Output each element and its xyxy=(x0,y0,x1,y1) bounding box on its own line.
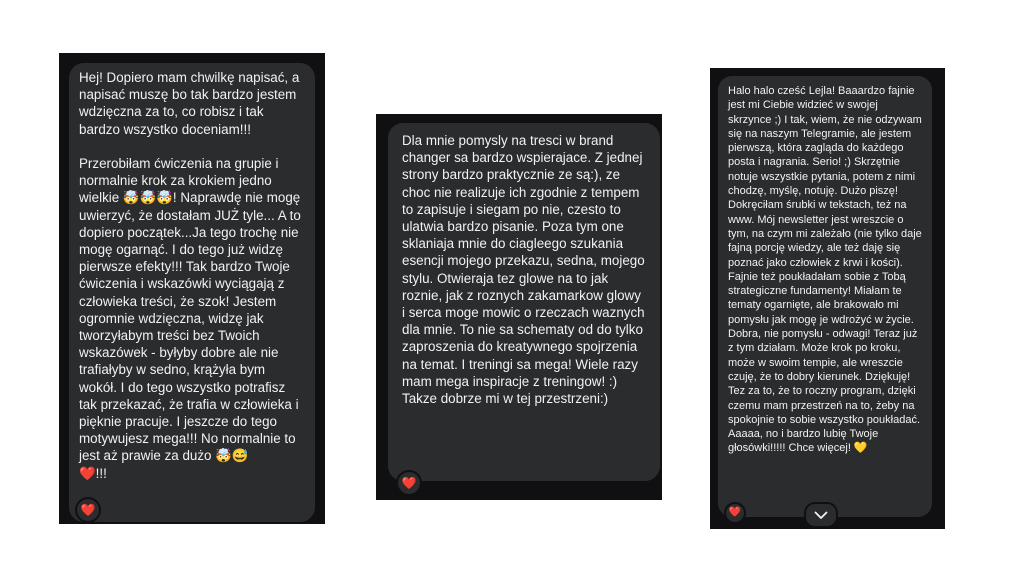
message-bubble[interactable]: Dla mnie pomysly na tresci w brand changer sa bardzo wspierajace. Z jednej strony bardzo praktycznie ze są:), ze choc nie realizuje ich zgodnie z tempem to zapisuje i siegam po nie, czesto to ulatwia bardzo pisanie. Poza tym one sklaniaja mnie do ciagleego szukania esencji mojego przekazu, sedna, mojego stylu. Otwieraja tez glowe na to jak roznie, jak z roznych zakamarkow glowy i serca moge mowic o rzeczach waznych dla mnie. To nie sa schematy od do tylko zaproszenia do kreatywnego spojrzenia na temat. I treningi sa mega! Wiele razy mam mega inspiracje z treningow! :) Takze dobrze mi w tej przestrzeni:) xyxy=(388,123,660,481)
chevron-down-icon xyxy=(814,511,828,520)
heart-icon[interactable]: ❤️ xyxy=(396,470,422,496)
scroll-down-button[interactable] xyxy=(804,502,838,528)
heart-icon[interactable]: ❤️ xyxy=(724,502,746,524)
heart-icon[interactable]: ❤️ xyxy=(75,497,101,523)
message-bubble[interactable]: Halo halo cześć Lejla! Baaardzo fajnie jest mi Ciebie widzieć w swojej skrzynce ;) I tak, wiem, że nie odzywam się na naszym Telegramie, ale jestem pierwszą, która zagląda do każdego posta i nagrania. Serio! ;) Skrzętnie notuje wszystkie pytania, potem z nimi chodzę, myślę, notuję. Dużo piszę! Dokręciłam śrubki w tekstach, też na www. Mój newsletter jest wreszcie o tym, na czym mi zależało (nie tylko daje fajną porcję wiedzy, ale też daję się poznać jako człowiek z krwi i kości). Fajnie też poukładałam sobie z Tobą strategiczne fundamenty! Miałam te tematy ogarnięte, ale brakowało mi pomysłu jak mogę je wdrożyć w życie. Dobra, nie pomysłu - odwagi! Teraz już z tym działam. Może krok po kroku, może w swoim tempie, ale wreszcie czuję, że to dobry kierunek. Dziękuję! Tez za to, że to roczny program, dzięki czemu mam przestrzeń na to, żeby na spokojnie to sobie wszystko poukładać. Aaaaa, no i bardzo lubię Twoje głosówki!!!!! Chce więcej! 💛 xyxy=(718,76,932,517)
screenshot-panel-1 xyxy=(59,53,325,524)
screenshot-panel-2 xyxy=(376,114,662,500)
screenshot-panel-3 xyxy=(710,68,945,529)
message-bubble[interactable]: Hej! Dopiero mam chwilkę napisać, a napisać muszę bo tak bardzo jestem wdzięczna za to, co robisz i tak bardzo wszystko doceniam!!! Przerobiłam ćwiczenia na grupie i normalnie krok za krokiem jedno wielkie 🤯🤯🤯! Naprawdę nie mogę uwierzyć, że dostałam JUŻ tyle... A to dopiero początek...Ja tego trochę nie mogę ogarnąć. I do tego już widzę pierwsze efekty!!! Tak bardzo Twoje ćwiczenia i wskazówki wyciągają z człowieka treści, że szok! Jestem ogromnie wdzięczna, widzę jak tworzyłabym treści bez Twoich wskazówek - byłyby dobre ale nie trafiałyby w sedno, krążyła bym wokół. I do tego wszystko potrafisz tak przekazać, że trafia w człowieka i pięknie pracuje. I jeszcze do tego motywujesz mega!!! No normalnie to jest aż prawie za dużo 🤯😅 ❤️!!! xyxy=(69,63,315,522)
